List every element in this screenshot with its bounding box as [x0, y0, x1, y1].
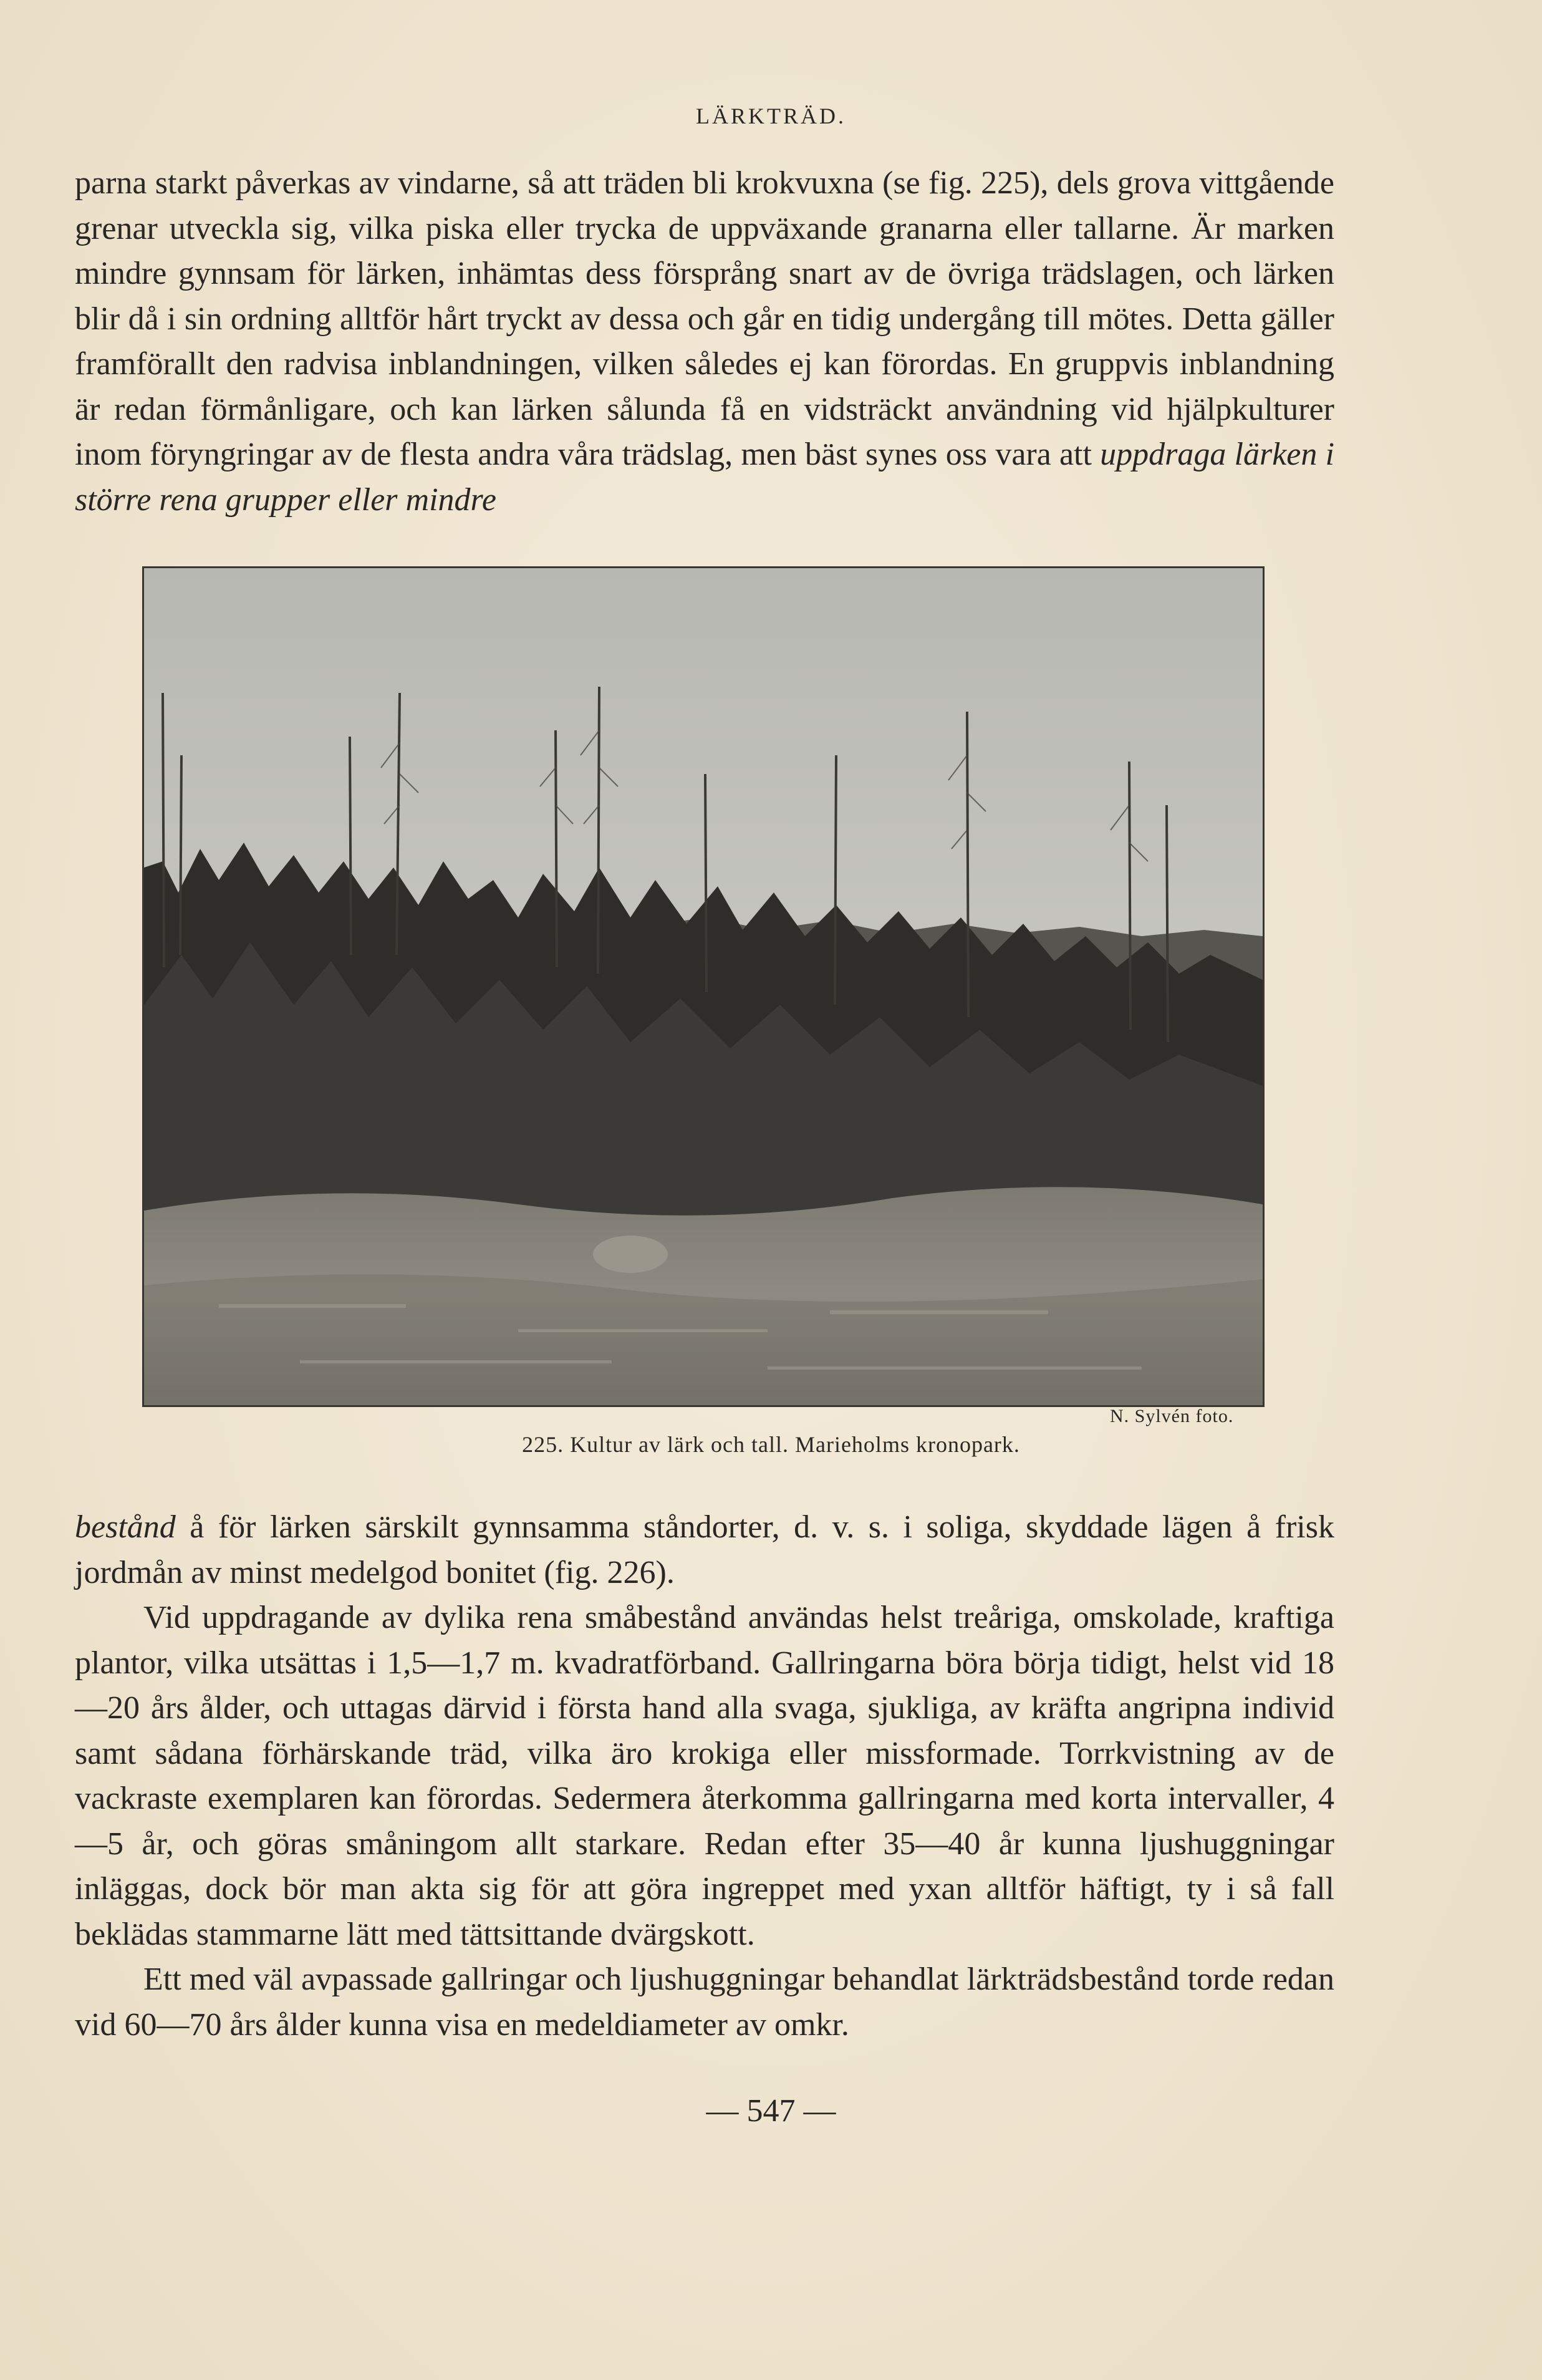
photo-credit: N. Sylvén foto.	[1110, 1406, 1234, 1426]
paragraph-3: Ett med väl avpassade gallringar och ljushuggningar behandlat lärkträdsbestånd torde redan vid 60—70 års ålder kunna visa en medeldiameter av omkr.	[75, 1962, 1334, 2043]
top-paragraph-italic: uppdraga lärken i större rena grupper eller mindre	[75, 437, 1334, 518]
top-paragraph	[75, 161, 1334, 523]
paragraph-2: Vid uppdragande av dylika rena småbestånd användas helst treåriga, omskolade, kraftiga plantor, vilka utsättas i 1,5—1,7 m. kvadratförband. Gallringarna böra börja tidigt, helst vid 18—20 års ålder, och uttagas därvid i första hand alla svaga, sjukliga, av kräfta angripna individ samt sådana förhärskande träd, vilka äro krokiga eller missformade. Torrkvistning av de vackraste exemplaren kan förordas. Sedermera återkomma gallringarna med korta intervaller, 4—5 år, och göras småningom allt starkare. Redan efter 35—40 år kunna ljushuggningar inläggas, dock bör man akta sig för att göra ingreppet med yxan alltför häftigt, ty i så fall beklädas stammarne lätt med tättsittande dvärgskott.	[75, 1600, 1334, 1952]
figure-caption: 225. Kultur av lärk och tall. Marieholms kronopark.	[522, 1432, 1020, 1457]
paragraph-1-italic: bestånd	[75, 1509, 176, 1545]
figure-photograph	[142, 566, 1265, 1407]
top-paragraph-text: parna starkt påverkas av vindarne, så att träden bli krokvuxna (se fig. 225), dels grova vittgående grenar utveckla sig, vilka piska eller trycka de uppväxande granarna eller tallarne. Är marken mindre gynnsam för lärken, inhämtas dess försprång snart av de övriga trädslagen, och lärken blir då i sin ordning alltför hårt tryckt av dessa och går en tidig undergång till mötes. Detta gäller framförallt den radvisa inblandningen, vilken således ej kan förordas. En gruppvis inblandning är redan förmånligare, och kan lärken sålunda få en vidsträckt användning vid hjälpkulturer inom föryngringar av de flesta andra våra trädslag, men bäst synes oss vara att	[75, 165, 1334, 472]
paragraph-1-text: å för lärken särskilt gynnsamma ståndorter, d. v. s. i soliga, skyddade lägen å frisk jordmån av minst medelgod bonitet (fig. 226).	[75, 1509, 1334, 1590]
forest-photo-illustration	[144, 568, 1263, 1405]
page-number: — 547 —	[706, 2093, 836, 2129]
running-head: LÄRKTRÄD.	[696, 104, 846, 128]
bottom-paragraphs	[75, 1505, 1334, 2048]
paragraph-1	[75, 1505, 1334, 1595]
